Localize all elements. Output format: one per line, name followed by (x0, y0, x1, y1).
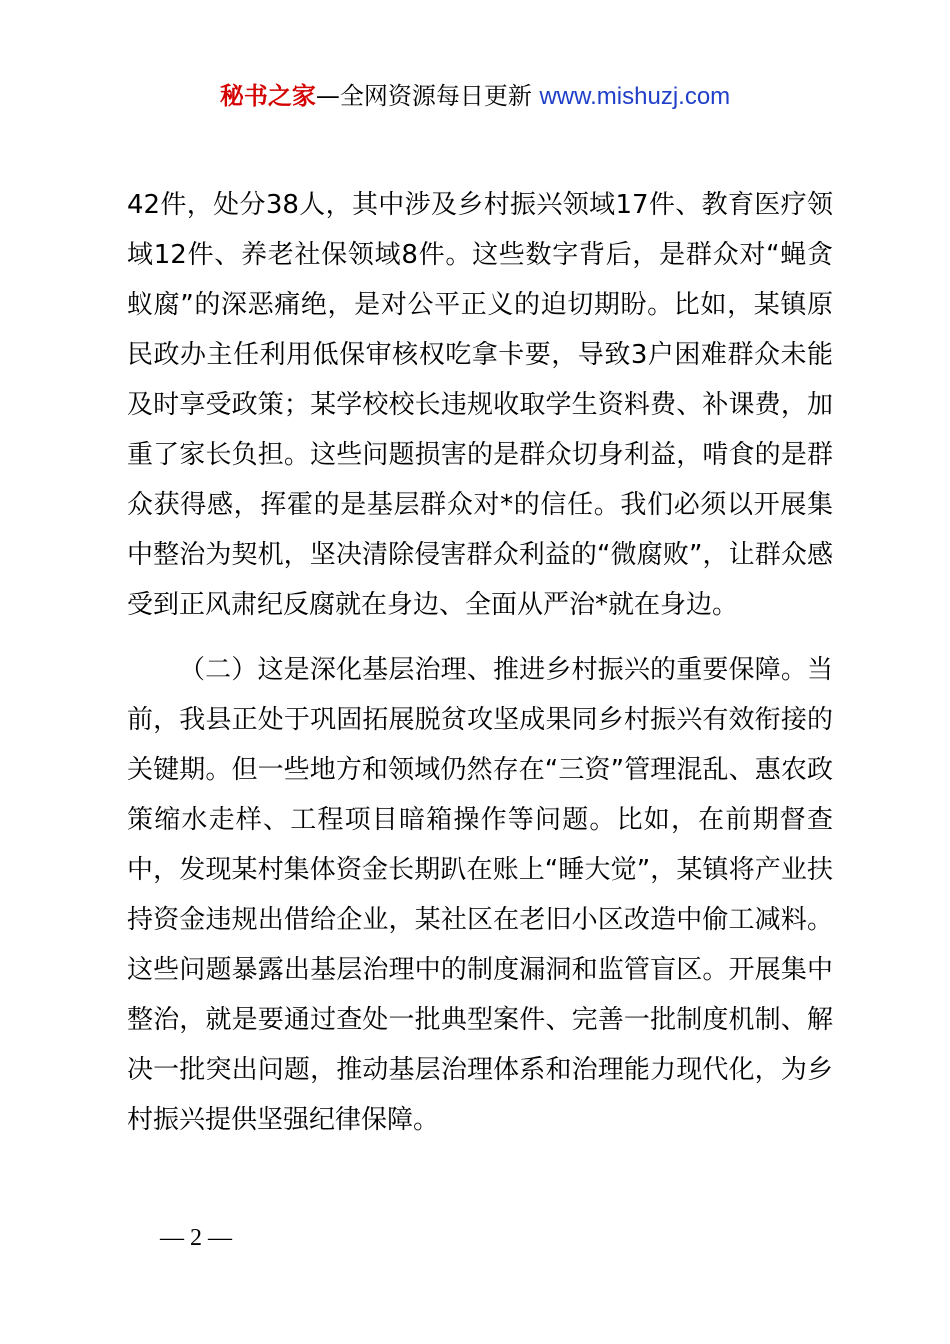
header-tagline: —全网资源每日更新 (315, 82, 532, 110)
document-body (127, 180, 833, 1160)
paragraph-1: 42件，处分38人，其中涉及乡村振兴领域17件、教育医疗领域12件、养老社保领域8件。这些数字背后，是群众对“蝇贪蚁腐”的深恶痛绝，是对公平正义的迫切期盼。比如，某镇原民政办主任利用低保审核权吃拿卡要，导致3户困难群众未能及时享受政策；某学校校长违规收取学生资料费、补课费，加重了家长负担。这些问题损害的是群众切身利益，啃食的是群众获得感，挥霍的是基层群众对*的信任。我们必须以开展集中整治为契机，坚决清除侵害群众利益的“微腐败”，让群众感受到正风肃纪反腐就在身边、全面从严治*就在身边。 (127, 190, 833, 620)
page-header (0, 80, 950, 113)
paragraph-2: （二）这是深化基层治理、推进乡村振兴的重要保障。当前，我县正处于巩固拓展脱贫攻坚成果同乡村振兴有效衔接的关键期。但一些地方和领域仍然存在“三资”管理混乱、惠农政策缩水走样、工程项目暗箱操作等问题。比如，在前期督查中，发现某村集体资金长期趴在账上“睡大觉”，某镇将产业扶持资金违规出借给企业，某社区在老旧小区改造中偷工减料。这些问题暴露出基层治理中的制度漏洞和监管盲区。开展集中整治，就是要通过查处一批典型案件、完善一批制度机制、解决一批突出问题，推动基层治理体系和治理能力现代化，为乡村振兴提供坚强纪律保障。 (127, 655, 833, 1135)
website-url: www.mishuzj.com (539, 83, 731, 110)
brand-name: 秘书之家 (219, 82, 316, 110)
page-number: — 2 — (160, 1225, 232, 1251)
